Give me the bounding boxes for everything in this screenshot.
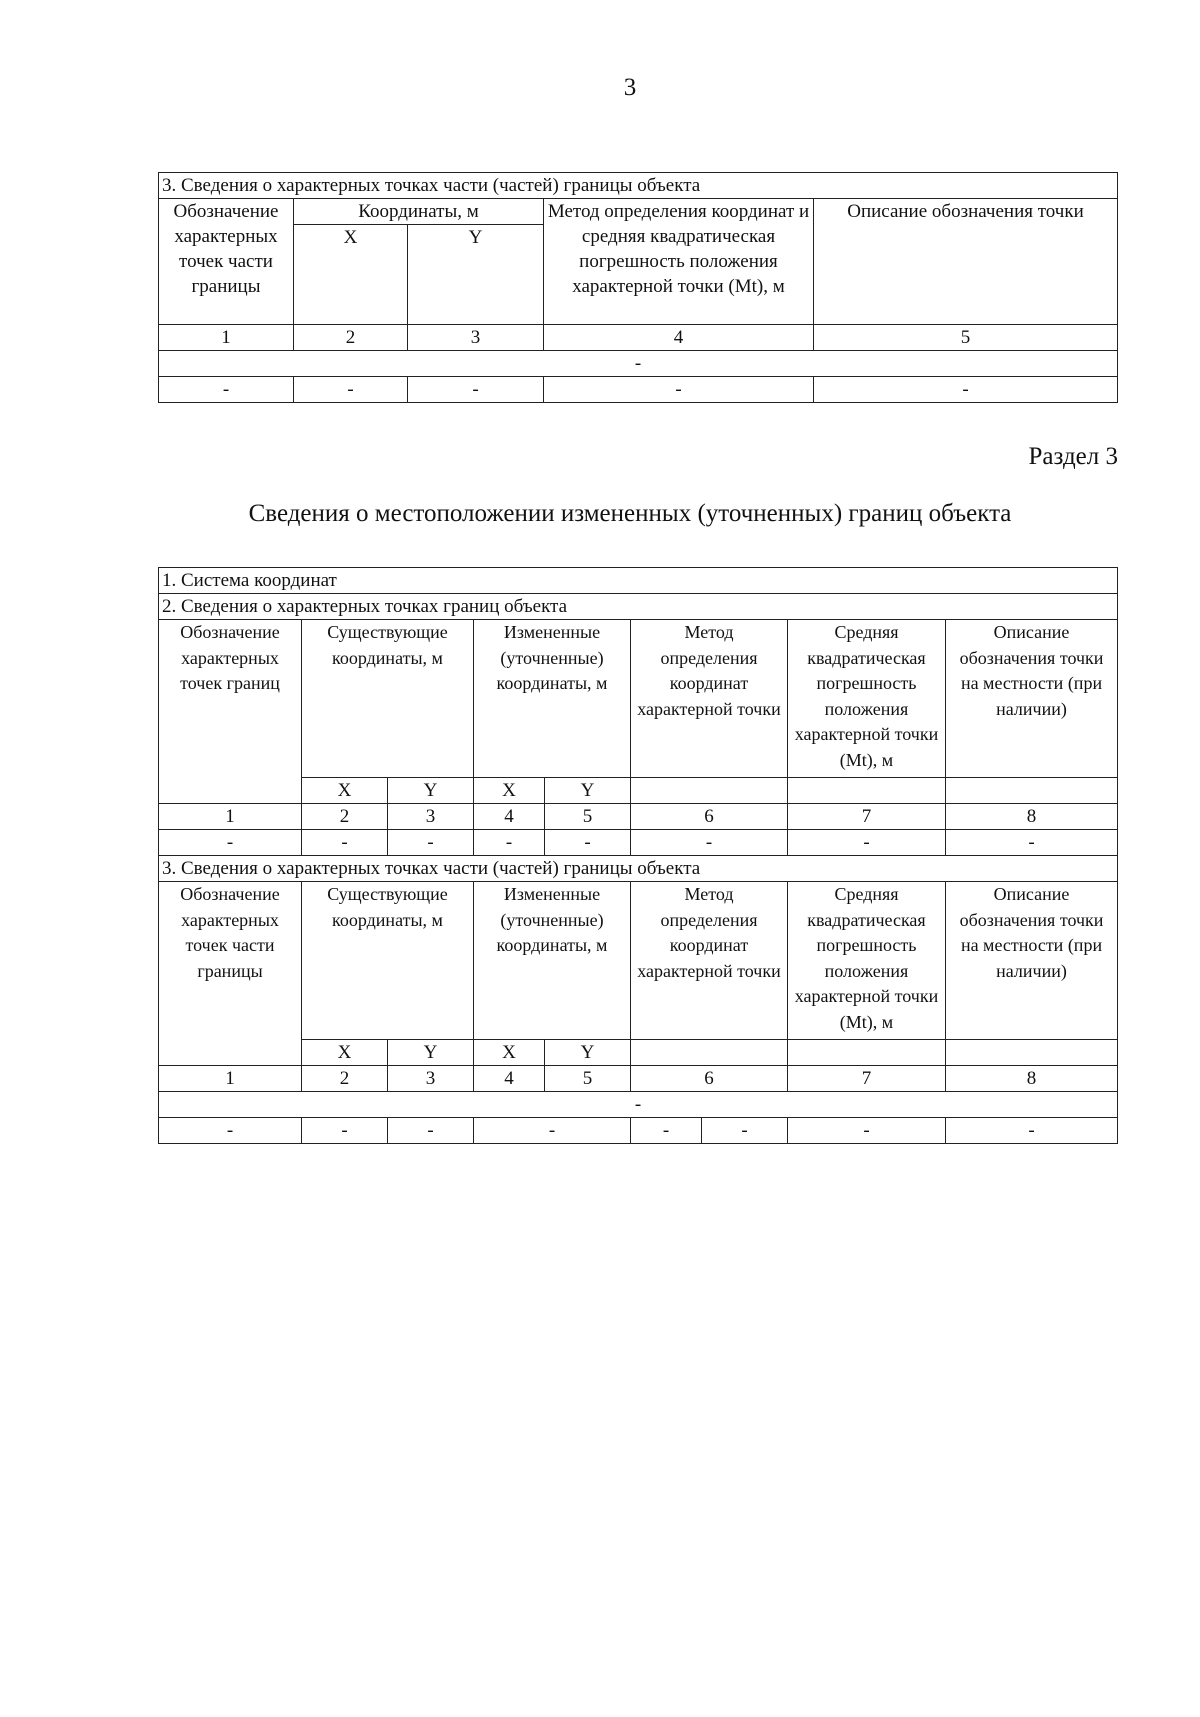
header-changed-coords: Измененные (уточненные) координаты, м	[474, 620, 631, 778]
column-number: 7	[788, 804, 946, 830]
table-cell: -	[302, 1118, 388, 1144]
section-label: Раздел 3	[1028, 443, 1118, 470]
header-y: Y	[545, 1040, 631, 1066]
header-y: Y	[545, 778, 631, 804]
table-cell: -	[388, 830, 474, 856]
column-number: 5	[814, 325, 1118, 351]
table-cell: -	[388, 1118, 474, 1144]
column-number: 1	[159, 325, 294, 351]
table-cell: -	[544, 377, 814, 403]
table-cell: -	[159, 1118, 302, 1144]
header-description: Описание обозначения точки на местности (при наличии)	[946, 882, 1118, 1040]
table-cell	[788, 778, 946, 804]
header-designation: Обозначение характерных точек части границы	[159, 882, 302, 1066]
table-cell	[788, 1040, 946, 1066]
page-number: 3	[623, 74, 637, 101]
column-number: 5	[545, 804, 631, 830]
table-cell: -	[946, 1118, 1118, 1144]
table-cell: -	[788, 1118, 946, 1144]
column-number: 2	[294, 325, 408, 351]
header-error: Средняя квадратическая погрешность положения характерной точки (Mt), м	[788, 882, 946, 1040]
header-x: X	[474, 1040, 545, 1066]
column-number: 4	[474, 1066, 545, 1092]
table-cell: -	[814, 377, 1118, 403]
header-y: Y	[388, 778, 474, 804]
empty-row: -	[159, 351, 1118, 377]
table-cell: -	[702, 1118, 788, 1144]
header-x: X	[474, 778, 545, 804]
header-y: Y	[388, 1040, 474, 1066]
header-method: Метод определения координат характерной точки	[631, 882, 788, 1040]
part-points-table	[158, 172, 1118, 403]
header-method: Метод определения координат характерной точки	[631, 620, 788, 778]
table-cell: -	[408, 377, 544, 403]
header-designation: Обозначение характерных точек части границы	[159, 199, 294, 325]
table-cell: -	[294, 377, 408, 403]
column-number: 1	[159, 1066, 302, 1092]
boundary-points-table	[158, 567, 1118, 1144]
column-number: 7	[788, 1066, 946, 1092]
column-number: 5	[545, 1066, 631, 1092]
table-cell	[631, 1040, 788, 1066]
header-changed-coords: Измененные (уточненные) координаты, м	[474, 882, 631, 1040]
header-x: X	[302, 1040, 388, 1066]
table-caption: 3. Сведения о характерных точках части (частей) границы объекта	[159, 173, 1118, 199]
table-cell: -	[788, 830, 946, 856]
header-designation: Обозначение характерных точек границ	[159, 620, 302, 804]
parts-caption-row: 3. Сведения о характерных точках части (частей) границы объекта	[159, 856, 1118, 882]
column-number: 4	[474, 804, 545, 830]
table-cell: -	[474, 1118, 631, 1144]
column-number: 3	[388, 804, 474, 830]
table-cell	[946, 1040, 1118, 1066]
column-number: 3	[408, 325, 544, 351]
column-number: 1	[159, 804, 302, 830]
coordinate-system-row: 1. Система координат	[159, 568, 1118, 594]
table-cell: -	[946, 830, 1118, 856]
column-number: 4	[544, 325, 814, 351]
header-method: Метод определения координат и средняя квадратическая погрешность положения характерной точки (Mt), м	[544, 199, 814, 325]
header-existing-coords: Существующие координаты, м	[302, 882, 474, 1040]
column-number: 2	[302, 804, 388, 830]
header-description: Описание обозначения точки на местности (при наличии)	[946, 620, 1118, 778]
column-number: 8	[946, 1066, 1118, 1092]
table-cell	[946, 778, 1118, 804]
column-number: 8	[946, 804, 1118, 830]
section-title: Сведения о местоположении измененных (уточненных) границ объекта	[248, 500, 1012, 527]
column-number: 2	[302, 1066, 388, 1092]
table-cell: -	[302, 830, 388, 856]
header-coordinates: Координаты, м	[294, 199, 544, 225]
header-y: Y	[408, 225, 544, 325]
column-number: 6	[631, 1066, 788, 1092]
header-x: X	[294, 225, 408, 325]
table-cell	[631, 778, 788, 804]
header-error: Средняя квадратическая погрешность положения характерной точки (Mt), м	[788, 620, 946, 778]
table-cell: -	[474, 830, 545, 856]
table-cell: -	[545, 830, 631, 856]
header-existing-coords: Существующие координаты, м	[302, 620, 474, 778]
table-cell: -	[159, 377, 294, 403]
header-description: Описание обозначения точки	[814, 199, 1118, 325]
column-number: 3	[388, 1066, 474, 1092]
empty-row: -	[159, 1092, 1118, 1118]
table-cell: -	[631, 830, 788, 856]
table-cell: -	[159, 830, 302, 856]
table-cell: -	[631, 1118, 702, 1144]
header-x: X	[302, 778, 388, 804]
column-number: 6	[631, 804, 788, 830]
points-caption-row: 2. Сведения о характерных точках границ объекта	[159, 594, 1118, 620]
